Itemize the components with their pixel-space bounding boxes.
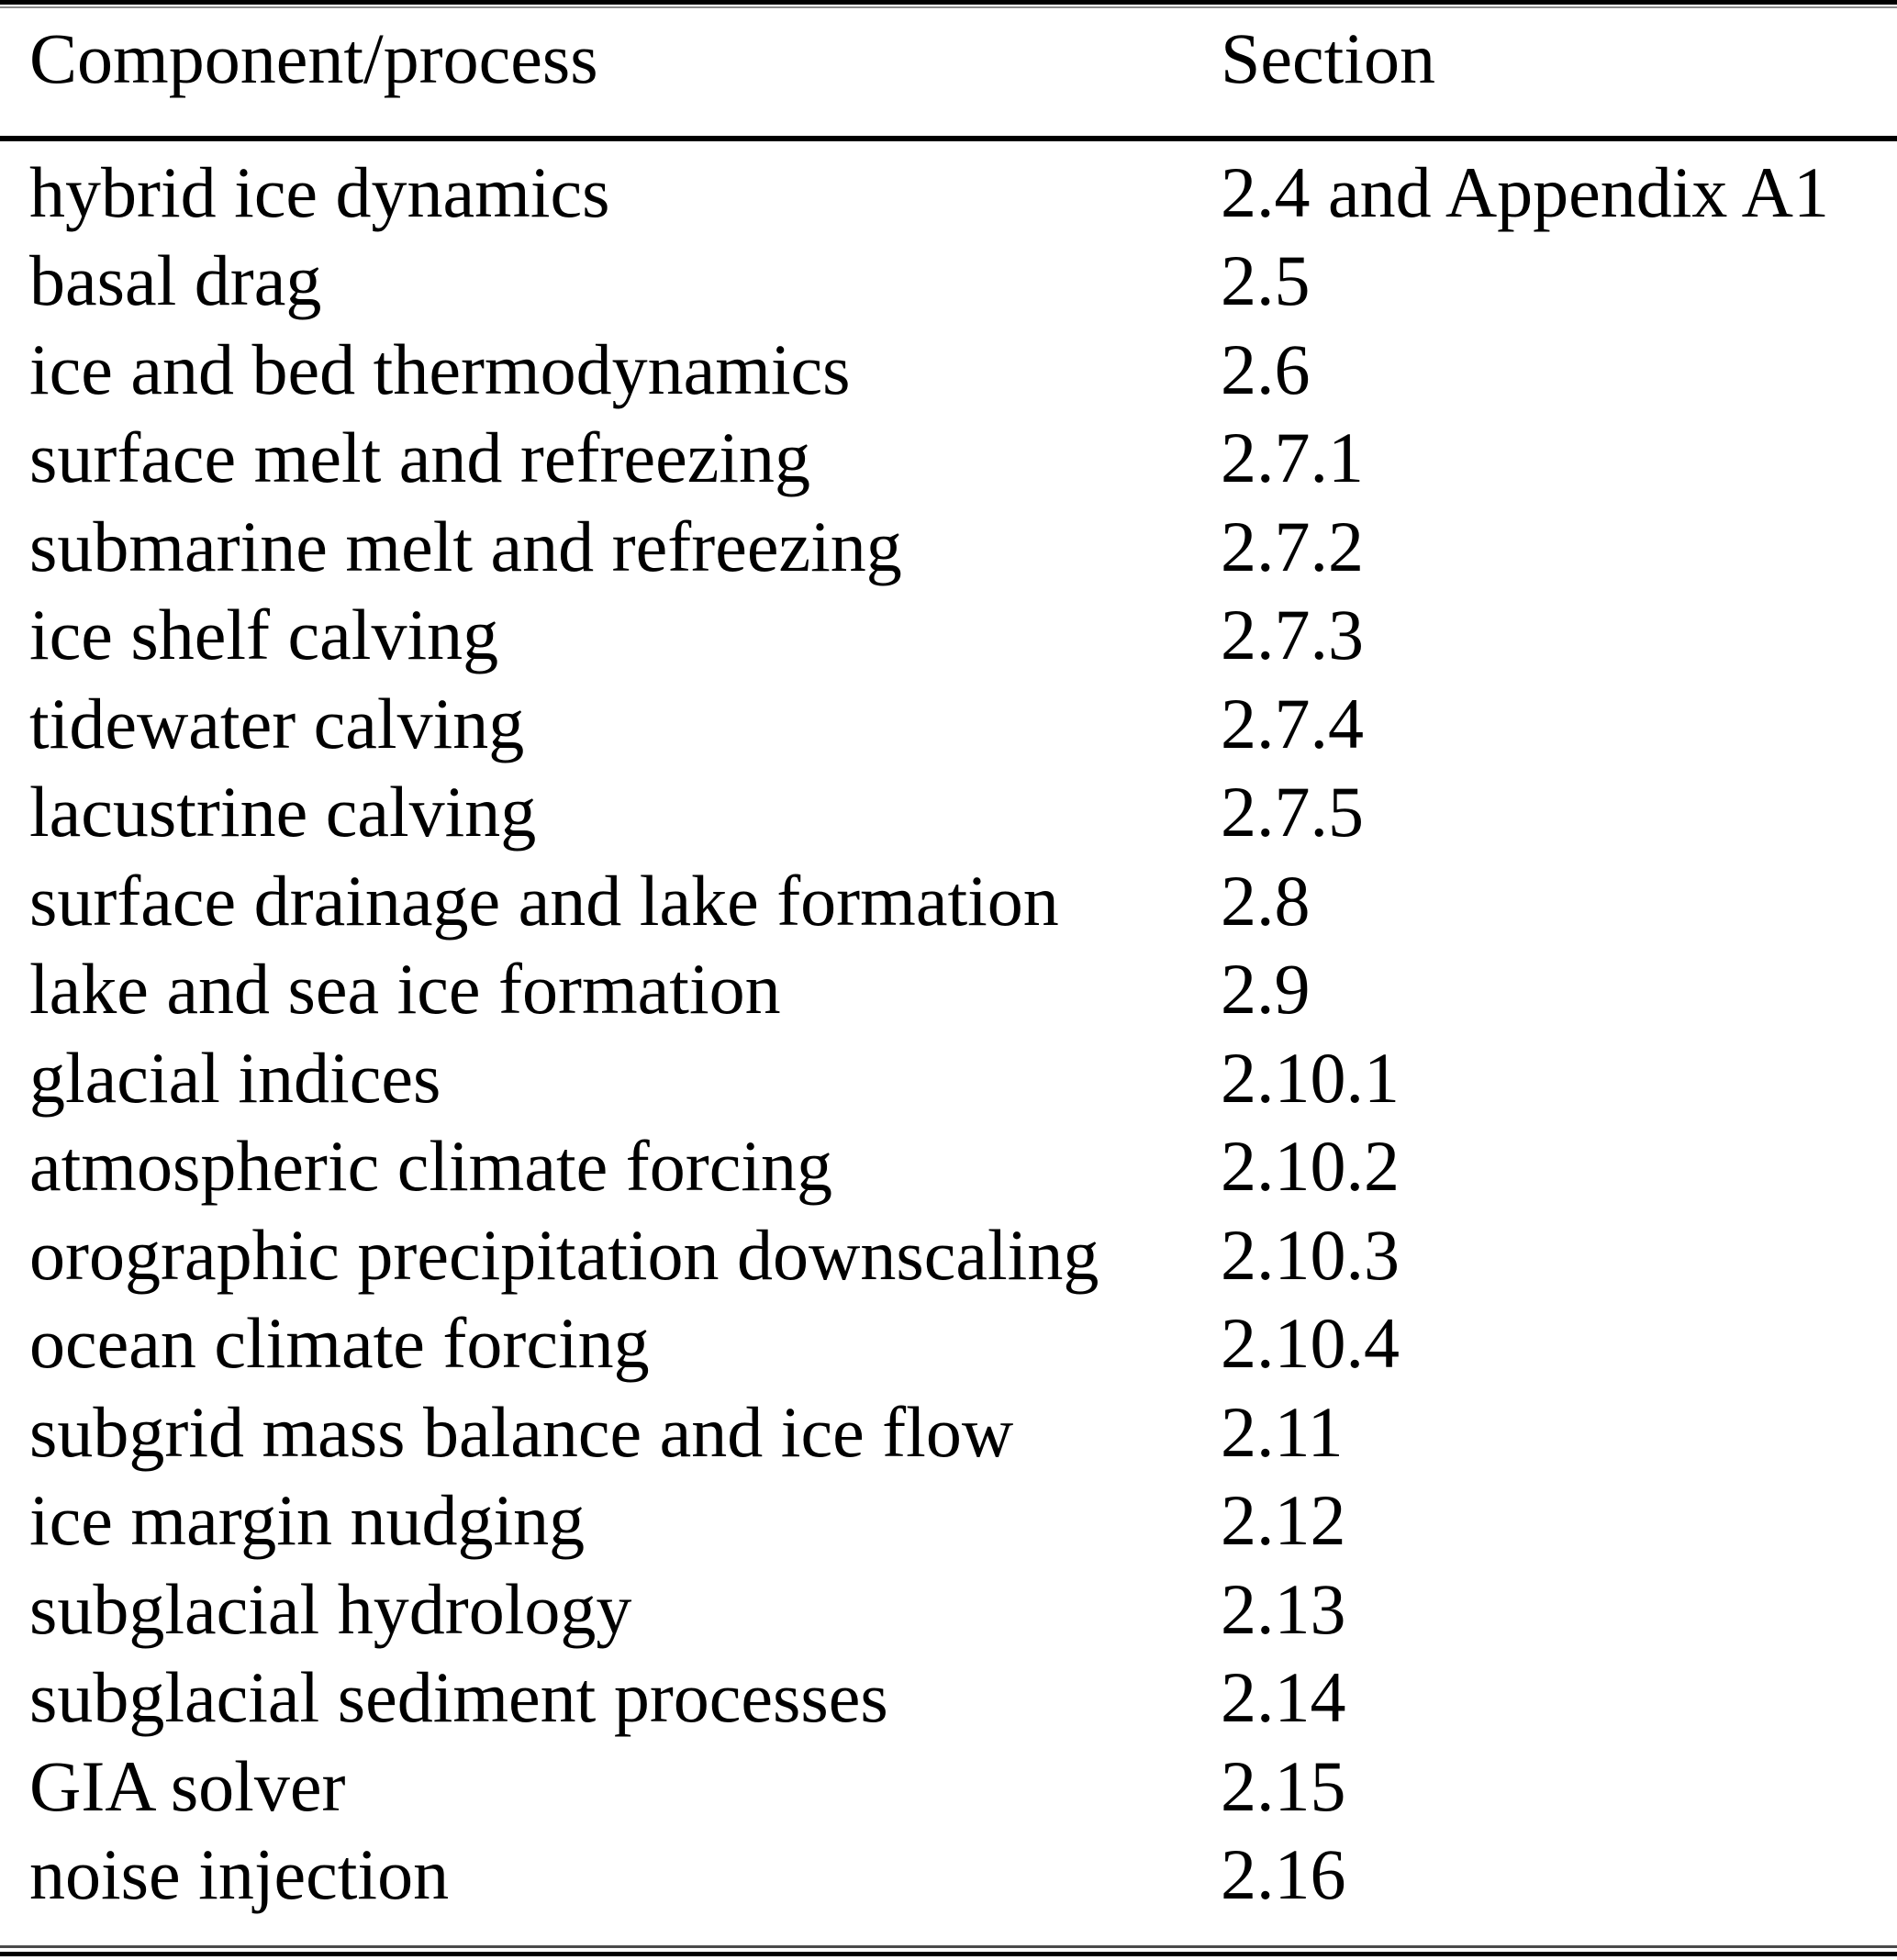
table-row xyxy=(0,768,1897,857)
section-cell: 2.13 xyxy=(1221,1568,1346,1649)
section-cell: 2.11 xyxy=(1221,1391,1344,1472)
component-cell: ice and bed thermodynamics xyxy=(29,329,851,409)
component-cell: ocean climate forcing xyxy=(29,1303,650,1383)
table-body xyxy=(0,141,1897,1945)
component-cell: tidewater calving xyxy=(29,683,525,763)
component-cell: orographic precipitation downscaling xyxy=(29,1214,1099,1295)
section-cell: 2.7.2 xyxy=(1221,506,1364,586)
table-row xyxy=(0,1211,1897,1300)
section-cell: 2.8 xyxy=(1221,860,1311,941)
component-cell: hybrid ice dynamics xyxy=(29,151,610,232)
table-bottom-rule xyxy=(0,1952,1897,1956)
table-row xyxy=(0,326,1897,415)
table-row xyxy=(0,414,1897,503)
table-row xyxy=(0,1654,1897,1743)
component-cell: subgrid mass balance and ice flow xyxy=(29,1391,1014,1472)
component-cell: basal drag xyxy=(29,240,322,320)
table-row xyxy=(0,237,1897,326)
component-cell: ice shelf calving xyxy=(29,595,499,674)
table-bottom-rule-secondary xyxy=(0,1945,1897,1948)
component-cell: atmospheric climate forcing xyxy=(29,1126,832,1206)
section-cell: 2.10.2 xyxy=(1221,1126,1400,1206)
component-cell: glacial indices xyxy=(29,1037,441,1118)
component-cell: noise injection xyxy=(29,1834,450,1914)
component-cell: surface melt and refreezing xyxy=(29,418,810,497)
section-cell: 2.6 xyxy=(1221,329,1311,409)
column-header-component-process: Component/process xyxy=(29,18,598,98)
table-row xyxy=(0,1476,1897,1565)
table-row xyxy=(0,1831,1897,1920)
component-cell: surface drainage and lake formation xyxy=(29,860,1059,941)
table-row xyxy=(0,149,1897,238)
table-row xyxy=(0,1565,1897,1654)
table-row xyxy=(0,1122,1897,1211)
section-cell: 2.10.1 xyxy=(1221,1037,1400,1118)
component-cell: lacustrine calving xyxy=(29,772,537,852)
section-cell: 2.10.4 xyxy=(1221,1303,1400,1383)
table-row xyxy=(0,945,1897,1034)
table-row xyxy=(0,1743,1897,1832)
section-cell: 2.7.3 xyxy=(1221,595,1364,674)
component-cell: GIA solver xyxy=(29,1745,346,1826)
table-row xyxy=(0,1388,1897,1477)
table-row xyxy=(0,503,1897,592)
section-cell: 2.16 xyxy=(1221,1834,1346,1914)
section-cell: 2.7.5 xyxy=(1221,772,1364,852)
table-row xyxy=(0,680,1897,769)
table-row xyxy=(0,857,1897,946)
section-cell: 2.4 and Appendix A1 xyxy=(1221,151,1829,232)
section-cell: 2.7.4 xyxy=(1221,683,1364,763)
section-cell: 2.15 xyxy=(1221,1745,1346,1826)
section-cell: 2.14 xyxy=(1221,1657,1346,1737)
table-row xyxy=(0,591,1897,680)
component-cell: subglacial hydrology xyxy=(29,1568,632,1649)
column-header-section: Section xyxy=(1221,18,1435,98)
component-cell: submarine melt and refreezing xyxy=(29,506,902,586)
table-header-row xyxy=(0,8,1897,104)
table-row xyxy=(0,1299,1897,1388)
table-top-rule xyxy=(0,0,1897,5)
component-cell: lake and sea ice formation xyxy=(29,949,781,1029)
section-cell: 2.9 xyxy=(1221,949,1311,1029)
component-cell: subglacial sediment processes xyxy=(29,1657,888,1737)
component-cell: ice margin nudging xyxy=(29,1480,586,1560)
table-row xyxy=(0,1034,1897,1123)
section-cell: 2.12 xyxy=(1221,1480,1346,1560)
section-cell: 2.7.1 xyxy=(1221,418,1364,497)
section-cell: 2.10.3 xyxy=(1221,1214,1400,1295)
section-cell: 2.5 xyxy=(1221,240,1311,320)
